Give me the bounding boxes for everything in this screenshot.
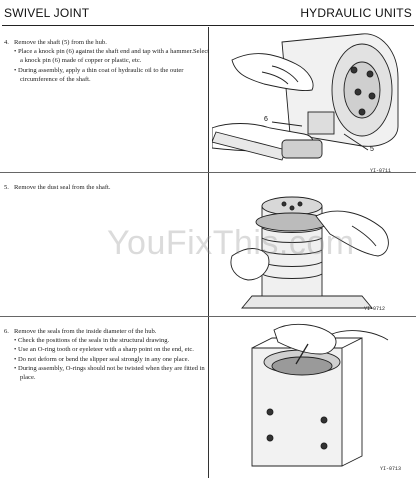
chapter-title: HYDRAULIC UNITS xyxy=(300,6,412,20)
page-header xyxy=(0,0,416,27)
section-title: SWIVEL JOINT xyxy=(4,6,90,20)
bullet-text: Do not deform or bend the slipper seal strongly in any one place. xyxy=(17,355,190,363)
step-bullet xyxy=(14,66,210,84)
step-title: Remove the seals from the inside diameter of the hub. xyxy=(14,328,157,335)
callout-shaft: 5 xyxy=(370,146,374,153)
bullet-text: Place a knock pin (6) against the shaft end and tap with a hammer.Select a knock pin (6) made of copper or plastic, etc. xyxy=(17,48,210,65)
bullet-mark: • xyxy=(14,66,17,74)
step-bullet xyxy=(14,355,210,364)
bullet-text: Check the positions of the seals in the structural drawing. xyxy=(17,337,170,345)
figure-caption: YI-0713 xyxy=(380,466,402,472)
knock-pin-illustration xyxy=(212,30,414,176)
bullet-text: During assembly, O-rings should not be twisted when they are fitted in place. xyxy=(17,364,205,382)
watermark: YouFixThis.com xyxy=(107,224,355,262)
step-divider-2 xyxy=(0,316,416,317)
step-title: Remove the shaft (5) from the hub. xyxy=(14,39,107,46)
step-number: 5. xyxy=(4,184,9,191)
hub-seals-illustration xyxy=(212,320,414,476)
bullet-mark: • xyxy=(14,346,17,354)
bullet-mark: • xyxy=(14,364,17,372)
callout-knock-pin: 6 xyxy=(264,116,268,123)
step-bullet xyxy=(14,47,210,65)
figure-hub-seals xyxy=(212,320,414,476)
header-rule xyxy=(2,25,414,26)
figure-knock-pin-shaft xyxy=(212,30,414,176)
step-number: 6. xyxy=(4,328,9,335)
step-title: Remove the dust seal from the shaft. xyxy=(14,184,111,191)
bullet-text: Use an O-ring tooth or eyeleteer with a sharp point on the end, etc. xyxy=(17,346,194,354)
bullet-mark: • xyxy=(14,48,17,56)
step-bullet xyxy=(14,336,210,345)
step-bullet xyxy=(14,364,210,382)
bullet-text: During assembly, apply a thin coat of hydraulic oil to the outer circumference of the shaft. xyxy=(17,66,184,83)
bullet-mark: • xyxy=(14,355,17,363)
bullet-mark: • xyxy=(14,337,17,345)
step-number: 4. xyxy=(4,39,9,46)
figure-caption: YI-0712 xyxy=(364,306,386,312)
figure-caption: YI-0711 xyxy=(370,168,392,174)
step-bullet xyxy=(14,345,210,354)
